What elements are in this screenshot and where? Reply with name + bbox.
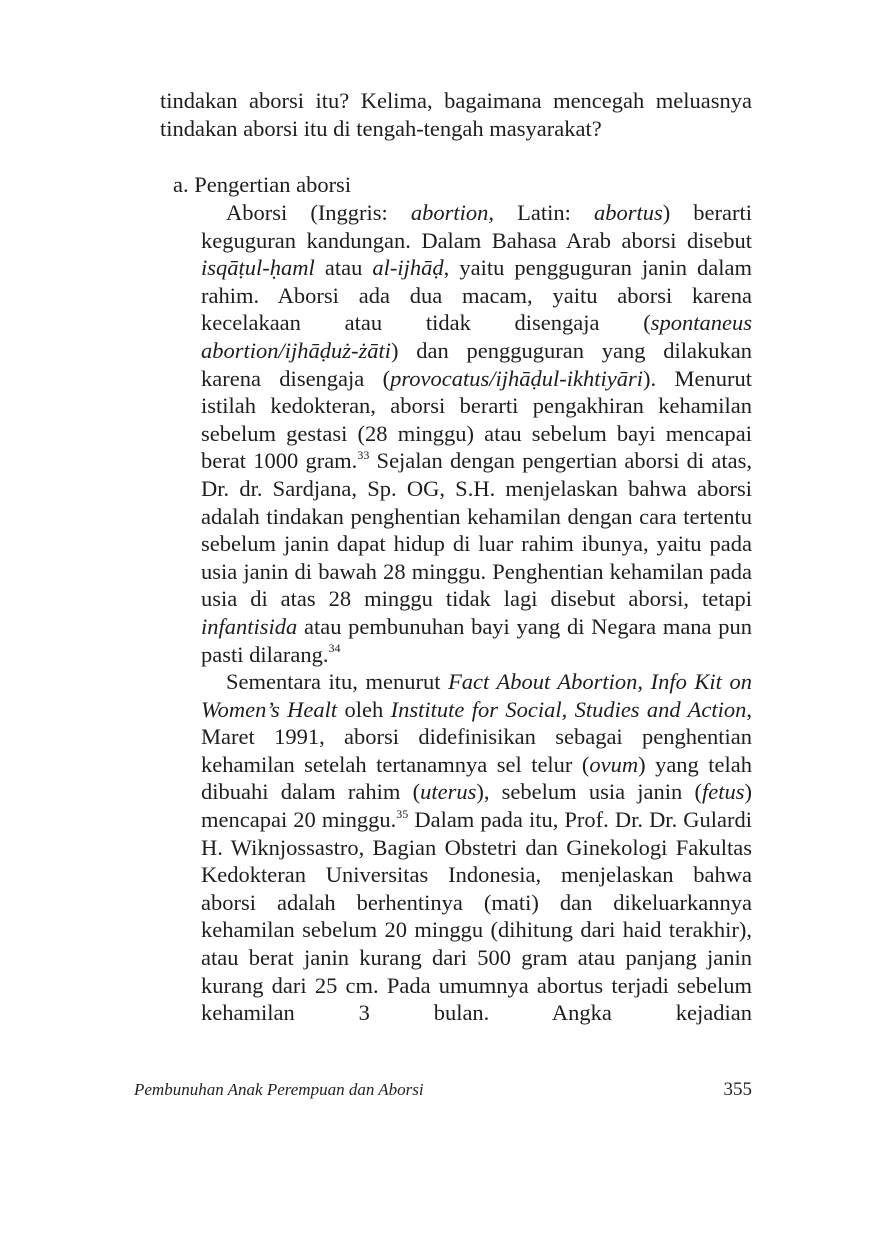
footnote-marker: 34 [328,641,341,655]
text-run: , yaitu pengguguran janin dalam rahim. Aborsi ada dua macam, yaitu aborsi karena kecelakaan atau tidak disengaja ( [201,255,753,336]
italic-term: al-ijhāḍ [372,255,444,281]
italic-term: provocatus/ijhāḍul-ikhtiyāri [390,365,644,391]
text-run: ) mencapai 20 minggu. [201,779,752,833]
text-run: Aborsi (Inggris: [226,200,411,225]
text-run: Dalam pada itu, Prof. Dr. Dr. Gulardi H. Wiknjossastro, Bagian Obstetri dan Ginekologi Fakultas Kedokteran Universitas Indonesia, menjelaskan bahwa aborsi adalah berhentinya (mati) dan dikeluarkannya kehamilan sebelum 20 minggu (dihitung dari haid terakhir), atau berat janin kurang dari 500 gram atau panjang janin kurang dari 25 cm. Pada umumnya abortus terjadi sebelum kehamilan 3 bulan. Angka kejadian [201,807,753,1026]
text-run: ). Menurut istilah kedokteran, aborsi berarti pengakhiran kehamilan sebelum gestasi (28 minggu) atau sebelum bayi mencapai berat 1000 gram. [201,365,752,474]
text-run: , Maret 1991, aborsi didefinisikan sebagai penghentian kehamilan setelah tertanamnya sel telur ( [201,696,753,777]
italic-term: ovum [589,751,639,777]
intro-paragraph: tindakan aborsi itu? Kelima, bagaimana mencegah meluasnya tindakan aborsi itu di tengah-tengah masyarakat? [160,88,752,141]
italic-term: uterus [420,779,477,805]
text-run: Sementara itu, menurut [226,669,449,695]
text-run: ) dan pengguguran yang dilakukan karena disengaja ( [201,337,752,391]
italic-term: fetus [702,779,745,805]
footnote-marker: 35 [396,806,409,821]
text-run: ) yang telah dibuahi dalam rahim ( [201,751,752,805]
section-body [201,199,752,1027]
running-footer-title: Pembunuhan Anak Perempuan dan Aborsi [134,1080,424,1099]
italic-term: abortion [410,200,489,225]
text-run: ), sebelum usia janin ( [476,779,702,805]
italic-term: infantisida [201,613,298,639]
text-run: atau [314,255,373,281]
section-heading: a. Pengertian aborsi [173,172,352,197]
text-run: Sejalan dengan pengertian aborsi di atas, Dr. dr. Sardjana, Sp. OG, S.H. menjelaskan bahwa aborsi adalah tindakan penghentian kehamilan dengan cara tertentu sebelum janin dapat hidup di luar rahim ibunya, yaitu pada usia janin di bawah 28 minggu. Penghentian kehamilan pada usia di atas 28 minggu tidak lagi disebut aborsi, tetapi [201,448,753,612]
text-run: , Latin: [488,200,594,225]
italic-term: abortus [593,200,663,225]
text-run: oleh [337,696,391,722]
italic-term: isqāṭul-ḥaml [201,255,315,281]
italic-title: Fact About Abortion, Info Kit on Women’s Healt [201,669,752,722]
text-run: ) berarti keguguran kandungan. Dalam Bahasa Arab aborsi disebut [201,200,752,253]
paragraph-definition [201,199,752,668]
footnote-marker: 33 [357,447,370,462]
page-number: 355 [723,1079,752,1100]
italic-title: Institute for Social, Studies and Action [390,696,747,722]
text-run: atau pembunuhan bayi yang di Negara mana pun pasti dilarang. [201,613,752,667]
paragraph-medical-definition [201,668,752,1027]
italic-term: spontaneus abortion/ijhāḍuż-żāti [201,310,752,363]
